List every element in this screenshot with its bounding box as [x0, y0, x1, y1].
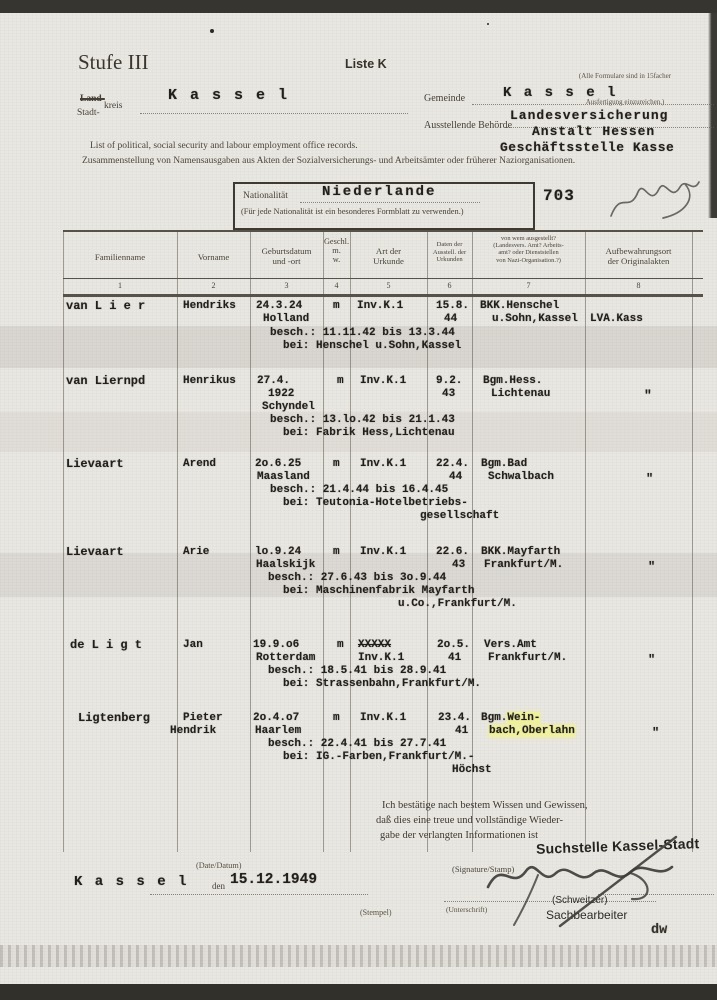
cell-datum: 22.6.	[436, 546, 470, 558]
col-number-8: 8	[636, 281, 641, 290]
kreis-label: kreis	[104, 101, 123, 111]
cell-datum: 15.8.	[436, 300, 470, 312]
cell-ausgestellt: Bgm.Bad	[481, 458, 528, 470]
cell-geburtsdatum: 2o.4.o7	[253, 712, 300, 724]
cell-aufbewahrungsort-ditto: "	[652, 726, 660, 740]
cell-datum: 23.4.	[438, 712, 472, 724]
cell-geschlecht: m	[337, 639, 344, 651]
cell-urkunde: Inv.K.1	[357, 300, 404, 312]
form-number: 703	[543, 187, 575, 205]
cell-geburtsort: Haarlem	[255, 725, 302, 737]
cell-aufbewahrungsort-ditto: "	[646, 472, 654, 486]
cell-datum-jahr: 44	[449, 471, 463, 483]
cell-geburtsdatum: 27.4.	[257, 375, 291, 387]
cell-ausgestellt: BKK.Mayfarth	[481, 546, 561, 558]
cell-datum: 22.4.	[436, 458, 470, 470]
scan-edge-bottom	[0, 984, 717, 1000]
behoerde-label: Ausstellende Behörde	[424, 120, 513, 131]
col-header-familienname: Familienname	[94, 252, 146, 262]
certification-line3: gabe der verlangten Informationen ist	[380, 830, 539, 841]
cell-ausgestellt: Vers.Amt	[484, 639, 537, 651]
cell-ausgestellt: BKK.Henschel	[480, 300, 560, 312]
cell-familienname: de L i g t	[70, 638, 143, 652]
land-label-struck: Land-	[80, 94, 105, 104]
den-label: den	[212, 881, 225, 891]
cell-aufbewahrungsort-ditto: "	[648, 560, 656, 574]
cell-datum: 2o.5.	[437, 639, 471, 651]
behoerde-value-line3: Geschäftsstelle Kasse	[500, 140, 675, 155]
table-vline	[585, 230, 586, 852]
cell-vorname2: Hendrik	[170, 725, 217, 737]
cell-vorname: Pieter	[183, 712, 223, 724]
cell-urkunde: Inv.K.1	[360, 375, 407, 387]
col-number-3: 3	[284, 281, 289, 290]
cell-ausgestellt: Bgm.Wein-	[481, 712, 541, 724]
certification-line1: Ich bestätige nach bestem Wissen und Gewissen,	[382, 800, 588, 811]
cell-familienname: van L i e r	[66, 299, 146, 313]
cell-datum-jahr: 43	[452, 559, 466, 571]
scan-edge-top	[0, 0, 717, 13]
col-header-vorname: Vorname	[197, 252, 230, 262]
cell-geschlecht: m	[333, 546, 340, 558]
cell-bei: bei: Teutonia-Hotelbetriebs-	[283, 497, 468, 509]
scan-noise-band	[0, 945, 717, 967]
cell-datum-jahr: 41	[448, 652, 462, 664]
date-value: 15.12.1949	[230, 872, 318, 888]
cell-ausgestellt2: Frankfurt/M.	[484, 559, 564, 571]
nationality-note: (Für jede Nationalität ist ein besonderes Formblatt zu verwenden.)	[241, 207, 464, 216]
cell-beschaeftigung: besch.: 22.4.41 bis 27.7.41	[268, 738, 447, 750]
table-vline	[250, 230, 251, 852]
cell-beschaeftigung: besch.: 11.11.42 bis 13.3.44	[270, 327, 455, 339]
nationality-value: Niederlande	[322, 184, 437, 200]
unterschrift-label: (Unterschrift)	[446, 905, 488, 914]
cell-vorname: Arie	[183, 546, 210, 558]
cell-geburtsdatum: 2o.6.25	[255, 458, 302, 470]
cell-beschaeftigung: besch.: 18.5.41 bis 28.9.41	[268, 665, 447, 677]
copies-note-line2: Ausfertigung einzureichen.)	[585, 97, 665, 106]
certification-line2: daß dies eine treue und vollständige Wieder-	[376, 815, 563, 826]
cell-bei: bei: Maschinenfabrik Mayfarth	[283, 585, 475, 597]
col-number-6: 6	[447, 281, 452, 290]
table-vline	[177, 230, 178, 852]
cell-aufbewahrungsort-ditto: "	[644, 388, 652, 403]
cell-geburtsjahr: 1922	[268, 388, 295, 400]
col-header-urkunde: Art der Urkunde	[373, 246, 404, 266]
cell-vorname: Henrikus	[183, 375, 236, 387]
cell-geschlecht: m	[337, 375, 344, 387]
cell-geburtsort: Haalskijk	[256, 559, 316, 571]
cell-datum: 9.2.	[436, 375, 463, 387]
cell-urkunde: Inv.K.1	[358, 652, 405, 664]
highlighted-text: Wein-	[507, 712, 541, 724]
handwritten-scribble	[605, 176, 705, 222]
cell-vorname: Hendriks	[183, 300, 236, 312]
cell-geschlecht: m	[333, 458, 340, 470]
scan-speck	[210, 29, 214, 33]
cell-familienname: Lievaart	[66, 457, 124, 471]
cell-geburtsort: Rotterdam	[256, 652, 316, 664]
table-header-rule	[63, 278, 703, 279]
cell-geburtsort: Holland	[263, 313, 310, 325]
cell-ausgestellt2: Lichtenau	[491, 388, 551, 400]
cell-familienname: Lievaart	[66, 545, 124, 559]
cell-aufbewahrungsort-ditto: "	[648, 653, 656, 667]
initials: dw	[651, 923, 668, 938]
gemeinde-dotted-line	[472, 104, 714, 105]
col-header-daten: Daten der Ausstell. der Urkunden	[432, 241, 467, 263]
cell-beschaeftigung: besch.: 21.4.44 bis 16.4.45	[270, 484, 449, 496]
table-thick-rule	[63, 294, 703, 297]
cell-urkunde: Inv.K.1	[360, 712, 407, 724]
scan-speck	[487, 23, 489, 25]
cell-vorname: Arend	[183, 458, 217, 470]
table-vline	[692, 230, 693, 852]
cell-geschlecht: m	[333, 712, 340, 724]
col-header-geburtsdatum: Geburtsdatum und -ort	[261, 246, 312, 266]
col-header-geschlecht: Geschl. m. w.	[323, 237, 350, 264]
cell-urkunde-gestrichen: XXXXX	[358, 639, 392, 651]
cell-ausgestellt2-highlighted: bach,Oberlahn	[489, 725, 575, 737]
date-dotted-line	[150, 894, 368, 895]
cell-aufbewahrungsort: LVA.Kass	[590, 313, 643, 325]
cell-bei: bei: IG.-Farben,Frankfurt/M.-	[283, 751, 475, 763]
cell-urkunde: Inv.K.1	[360, 546, 407, 558]
col-header-ausgestellt: von wem ausgestellt? (Landesvers. Amt? Arbeits- amt? oder Dienststellen von Nazi-Organisation.?)	[493, 235, 564, 264]
cell-vorname: Jan	[183, 639, 203, 651]
cell-bei-fortsetzung: Höchst	[452, 764, 492, 776]
gemeinde-value: K a s s e l	[503, 85, 618, 101]
nationality-dotted-line	[300, 202, 480, 203]
kreis-dotted-line	[140, 113, 408, 114]
col-number-7: 7	[526, 281, 531, 290]
date-label: (Date/Datum)	[196, 861, 242, 870]
list-title: Liste K	[345, 57, 387, 71]
col-number-1: 1	[118, 281, 122, 290]
cell-ausgestellt2: u.Sohn,Kassel	[492, 313, 578, 325]
signer-role: Sachbearbeiter	[546, 908, 628, 922]
cell-ausgestellt2: Frankfurt/M.	[488, 652, 568, 664]
form-level-title: Stufe III	[78, 50, 149, 74]
stempel-label: (Stempel)	[360, 908, 392, 917]
german-note: Zusammenstellung von Namensausgaben aus Akten der Sozialversicherungs- und Arbeitsämter oder früherer Naziorganisationen.	[82, 156, 576, 166]
cell-geschlecht: m	[333, 300, 340, 312]
cell-geburtsort: Schyndel	[262, 401, 315, 413]
cell-bei-fortsetzung: gesellschaft	[420, 510, 500, 522]
english-note: List of political, social security and labour employment office records.	[90, 141, 358, 151]
gemeinde-label: Gemeinde	[424, 93, 466, 104]
cell-datum-jahr: 41	[455, 725, 469, 737]
cell-bei: bei: Strassenbahn,Frankfurt/M.	[283, 678, 482, 690]
cell-urkunde: Inv.K.1	[360, 458, 407, 470]
cell-beschaeftigung: besch.: 13.lo.42 bis 21.1.43	[270, 414, 455, 426]
col-number-4: 4	[334, 281, 339, 290]
cell-datum-jahr: 44	[444, 313, 458, 325]
nationality-label: Nationalität	[243, 191, 288, 201]
cell-beschaeftigung: besch.: 27.6.43 bis 3o.9.44	[268, 572, 447, 584]
col-number-5: 5	[386, 281, 391, 290]
cell-ausgestellt: Bgm.Hess.	[483, 375, 543, 387]
handwritten-signature	[480, 833, 692, 929]
stadt-label: Stadt-	[77, 108, 100, 118]
kreis-value: K a s s e l	[168, 87, 290, 104]
copies-note-line1: (Alle Formulare sind in 15facher	[578, 72, 672, 80]
cell-ausgestellt2: Schwalbach	[488, 471, 555, 483]
office-stamp: Suchstelle Kassel-Stadt	[535, 835, 700, 857]
cell-geburtsort: Maasland	[257, 471, 310, 483]
cell-bei-fortsetzung: u.Co.,Frankfurt/M.	[398, 598, 517, 610]
cell-geburtsdatum: lo.9.24	[255, 546, 302, 558]
cell-geburtsdatum: 24.3.24	[256, 300, 303, 312]
table-vline	[63, 230, 64, 852]
behoerde-value-line2: Anstalt Hessen	[532, 124, 656, 139]
cell-bei: bei: Henschel u.Sohn,Kassel	[283, 340, 462, 352]
cell-datum-jahr: 43	[442, 388, 456, 400]
place-value: K a s s e l	[74, 874, 189, 890]
scan-edge-right	[708, 13, 717, 218]
cell-familienname: Ligtenberg	[78, 711, 151, 725]
table-top-rule	[63, 230, 703, 232]
signer-name: (Schweitzer)	[552, 895, 608, 906]
signature-stamp-label: (Signature/Stamp)	[452, 864, 515, 874]
behoerde-value-line1: Landesversicherung	[510, 108, 669, 123]
col-header-aufbewahrungsort: Aufbewahrungsort der Originalakten	[605, 246, 672, 266]
col-number-2: 2	[211, 281, 216, 290]
cell-familienname: van Liernpd	[66, 374, 146, 388]
cell-geburtsdatum: 19.9.o6	[253, 639, 300, 651]
cell-bei: bei: Fabrik Hess,Lichtenau	[283, 427, 455, 439]
